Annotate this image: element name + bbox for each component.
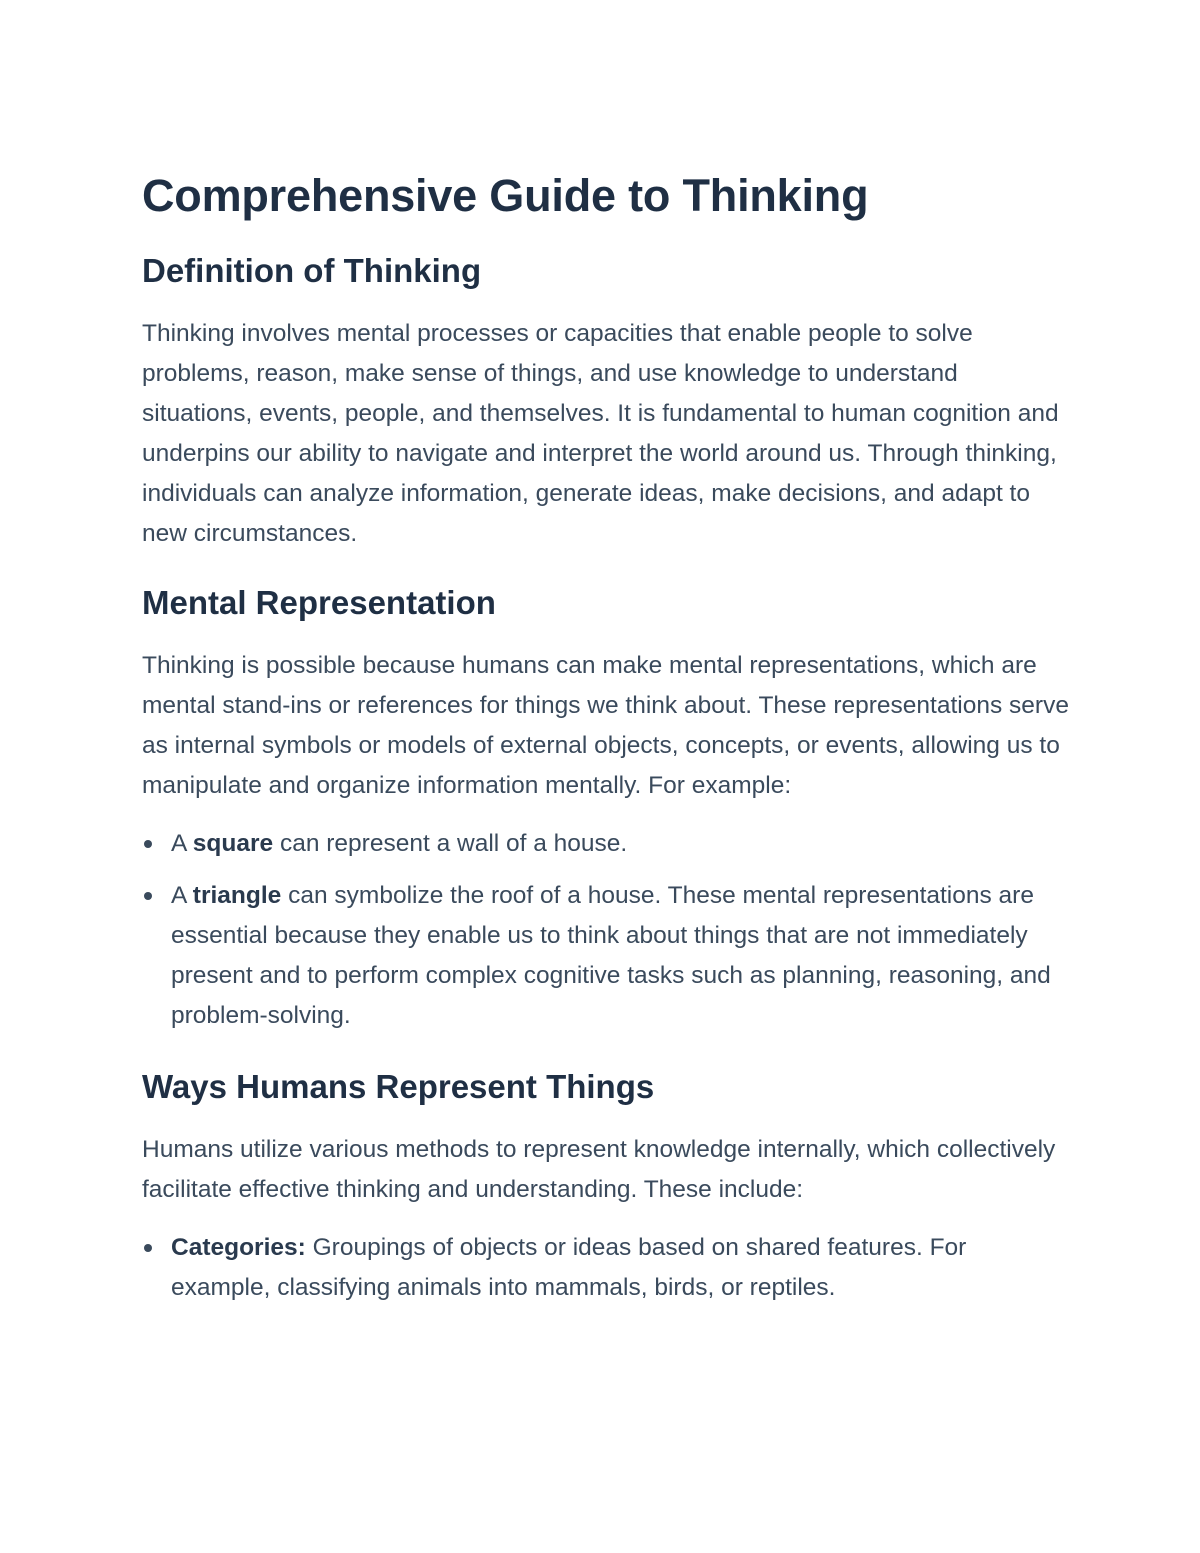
item-text: Groupings of objects or ideas based on shared features. For example, classifying animals into mammals, birds, or reptiles. bbox=[171, 1234, 967, 1301]
item-prefix: A bbox=[171, 830, 193, 857]
bullet-icon bbox=[144, 892, 152, 900]
section-ways-humans-represent bbox=[142, 1066, 1072, 1308]
section-paragraph: Humans utilize various methods to represent knowledge internally, which collectively facilitate effective thinking and understanding. These include: bbox=[142, 1136, 1056, 1203]
list-item bbox=[142, 1228, 1072, 1308]
item-term: square bbox=[192, 830, 274, 857]
bullet-list bbox=[142, 824, 1072, 1036]
item-prefix: A bbox=[171, 882, 193, 909]
item-text: can symbolize the roof of a house. These mental representations are essential because they enable us to think about things that are not immediately present and to perform complex cognitive tasks such as planning, reasoning, and problem-solving. bbox=[171, 882, 1051, 1029]
section-heading: Definition of Thinking bbox=[142, 252, 482, 289]
item-term: triangle bbox=[192, 882, 282, 909]
bullet-icon bbox=[144, 1244, 152, 1252]
list-item bbox=[142, 876, 1072, 1036]
list-item bbox=[142, 824, 1072, 864]
section-paragraph: Thinking involves mental processes or capacities that enable people to solve problems, reason, make sense of things, and use knowledge to understand situations, events, people, and themselves. It is fundamental to human cognition and underpins our ability to navigate and interpret the world around us. Through thinking, individuals can analyze information, generate ideas, make decisions, and adapt to new circumstances. bbox=[142, 320, 1059, 547]
section-heading: Ways Humans Represent Things bbox=[142, 1068, 655, 1105]
section-definition bbox=[142, 250, 1072, 554]
section-mental-representation bbox=[142, 582, 1072, 1036]
bullet-list bbox=[142, 1228, 1072, 1308]
section-heading: Mental Representation bbox=[142, 584, 496, 621]
page-title: Comprehensive Guide to Thinking bbox=[142, 170, 869, 221]
document-page bbox=[142, 168, 1072, 1332]
item-text: can represent a wall of a house. bbox=[273, 830, 628, 857]
section-paragraph: Thinking is possible because humans can make mental representations, which are mental stand-ins or references for things we think about. These representations serve as internal symbols or models of external objects, concepts, or events, allowing us to manipulate and organize information mentally. For example: bbox=[142, 652, 1069, 799]
item-term: Categories: bbox=[171, 1234, 306, 1261]
bullet-icon bbox=[144, 840, 152, 848]
